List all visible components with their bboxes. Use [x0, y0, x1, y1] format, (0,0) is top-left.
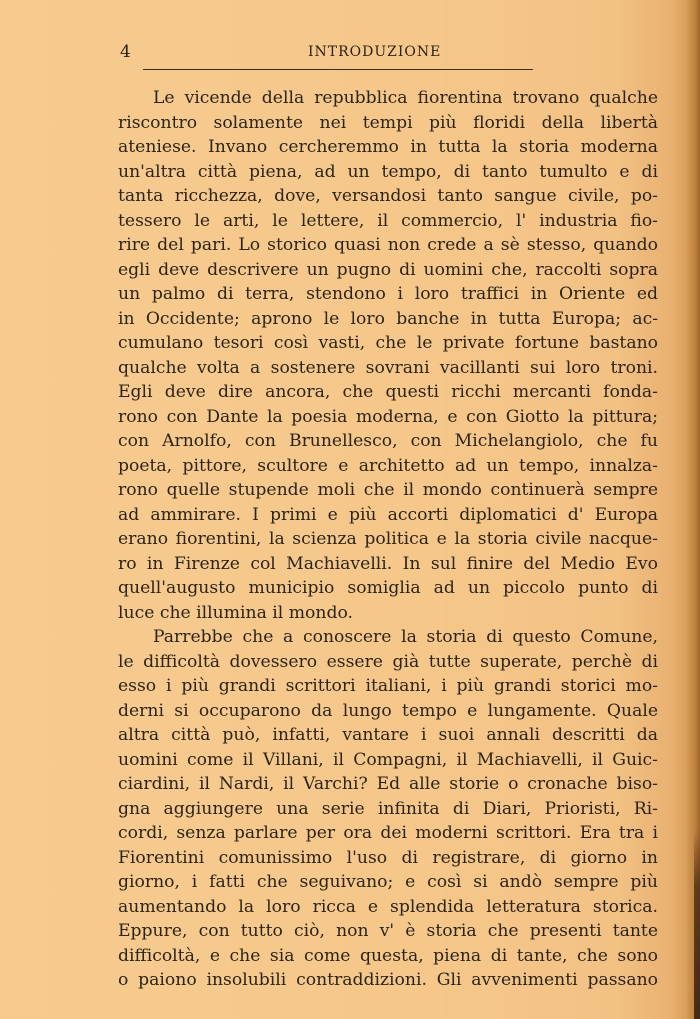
text-line: gna aggiungere una serie infinita di Diari, Prioristi, Ri- — [118, 798, 658, 819]
text-line: o paiono insolubili contraddizioni. Gli avvenimenti passano — [118, 970, 658, 990]
page-edge-dark — [694, 830, 700, 1019]
text-line: esso i più grandi scrittori italiani, i più grandi storici mo- — [118, 676, 658, 696]
text-line: Eppure, con tutto ciò, non v' è storia che presenti tante — [118, 921, 658, 941]
text-line: ro in Firenze col Machiavelli. In sul finire del Medio Evo — [118, 553, 658, 574]
text-line: tessero le arti, le lettere, il commercio, l' industria fio- — [118, 210, 658, 231]
text-line: quell'augusto municipio somiglia ad un piccolo punto di — [118, 578, 658, 598]
text-line: luce che illumina il mondo. — [118, 602, 353, 623]
text-line: in Occidente; aprono le loro banche in tutta Europa; ac- — [118, 308, 658, 329]
text-line: derni si occuparono da lungo tempo e lungamente. Quale — [118, 700, 658, 721]
text-line: altra città può, infatti, vantare i suoi annali descritti da — [118, 725, 658, 745]
text-line: Parrebbe che a conoscere la storia di questo Comune, — [153, 627, 658, 647]
text-line: le difficoltà dovessero essere già tutte superate, perchè di — [118, 651, 658, 672]
text-line: ciardini, il Nardi, il Varchi? Ed alle storie o cronache biso- — [118, 774, 658, 794]
paragraph-2 — [118, 625, 658, 993]
text-line: Fiorentini comunissimo l'uso di registrare, di giorno in — [118, 847, 658, 868]
text-line: ateniese. Invano cercheremmo in tutta la storia moderna — [118, 137, 658, 157]
text-line: erano fiorentini, la scienza politica e la storia civile nacque- — [118, 529, 658, 549]
text-line: giorno, i fatti che seguivano; e così si andò sempre più — [118, 872, 658, 892]
text-line: difficoltà, e che sia come questa, piena di tante, che sono — [118, 945, 658, 966]
paragraph-1 — [118, 86, 658, 625]
text-line: aumentando la loro ricca e splendida letteratura storica. — [118, 896, 658, 917]
text-line: riscontro solamente nei tempi più floridi della libertà — [118, 112, 658, 133]
text-line: cordi, senza parlare per ora dei moderni scrittori. Era tra i — [118, 823, 658, 843]
text-line: con Arnolfo, con Brunellesco, con Michelangiolo, che fu — [118, 431, 658, 451]
text-line: Le vicende della repubblica fiorentina trovano qualche — [153, 88, 658, 108]
body-text — [118, 86, 658, 993]
text-line: qualche volta a sostenere sovrani vacillanti sui loro troni. — [118, 357, 658, 378]
running-head: INTRODUZIONE — [308, 44, 442, 60]
text-line: egli deve descrivere un pugno di uomini che, raccolti sopra — [118, 259, 658, 280]
page-header — [0, 42, 700, 66]
page-number: 4 — [120, 42, 131, 62]
text-line: uomini come il Villani, il Compagni, il Machiavelli, il Guic- — [118, 749, 658, 770]
text-line: Egli deve dire ancora, che questi ricchi mercanti fonda- — [118, 382, 658, 402]
text-line: rono con Dante la poesia moderna, e con Giotto la pittura; — [118, 406, 658, 427]
text-line: ad ammirare. I primi e più accorti diplomatici d' Europa — [118, 504, 658, 525]
text-line: rire del pari. Lo storico quasi non crede a sè stesso, quando — [118, 235, 658, 255]
text-line: poeta, pittore, scultore e architetto ad un tempo, innalza- — [118, 455, 658, 476]
text-line: rono quelle stupende moli che il mondo continuerà sempre — [118, 480, 658, 500]
header-rule — [143, 69, 533, 70]
text-line: un'altra città piena, ad un tempo, di tanto tumulto e di — [118, 161, 658, 182]
text-line: tanta ricchezza, dove, versandosi tanto sangue civile, po- — [118, 186, 658, 206]
text-line: cumulano tesori così vasti, che le private fortune bastano — [118, 333, 658, 353]
text-line: un palmo di terra, stendono i loro traffici in Oriente ed — [118, 284, 658, 304]
